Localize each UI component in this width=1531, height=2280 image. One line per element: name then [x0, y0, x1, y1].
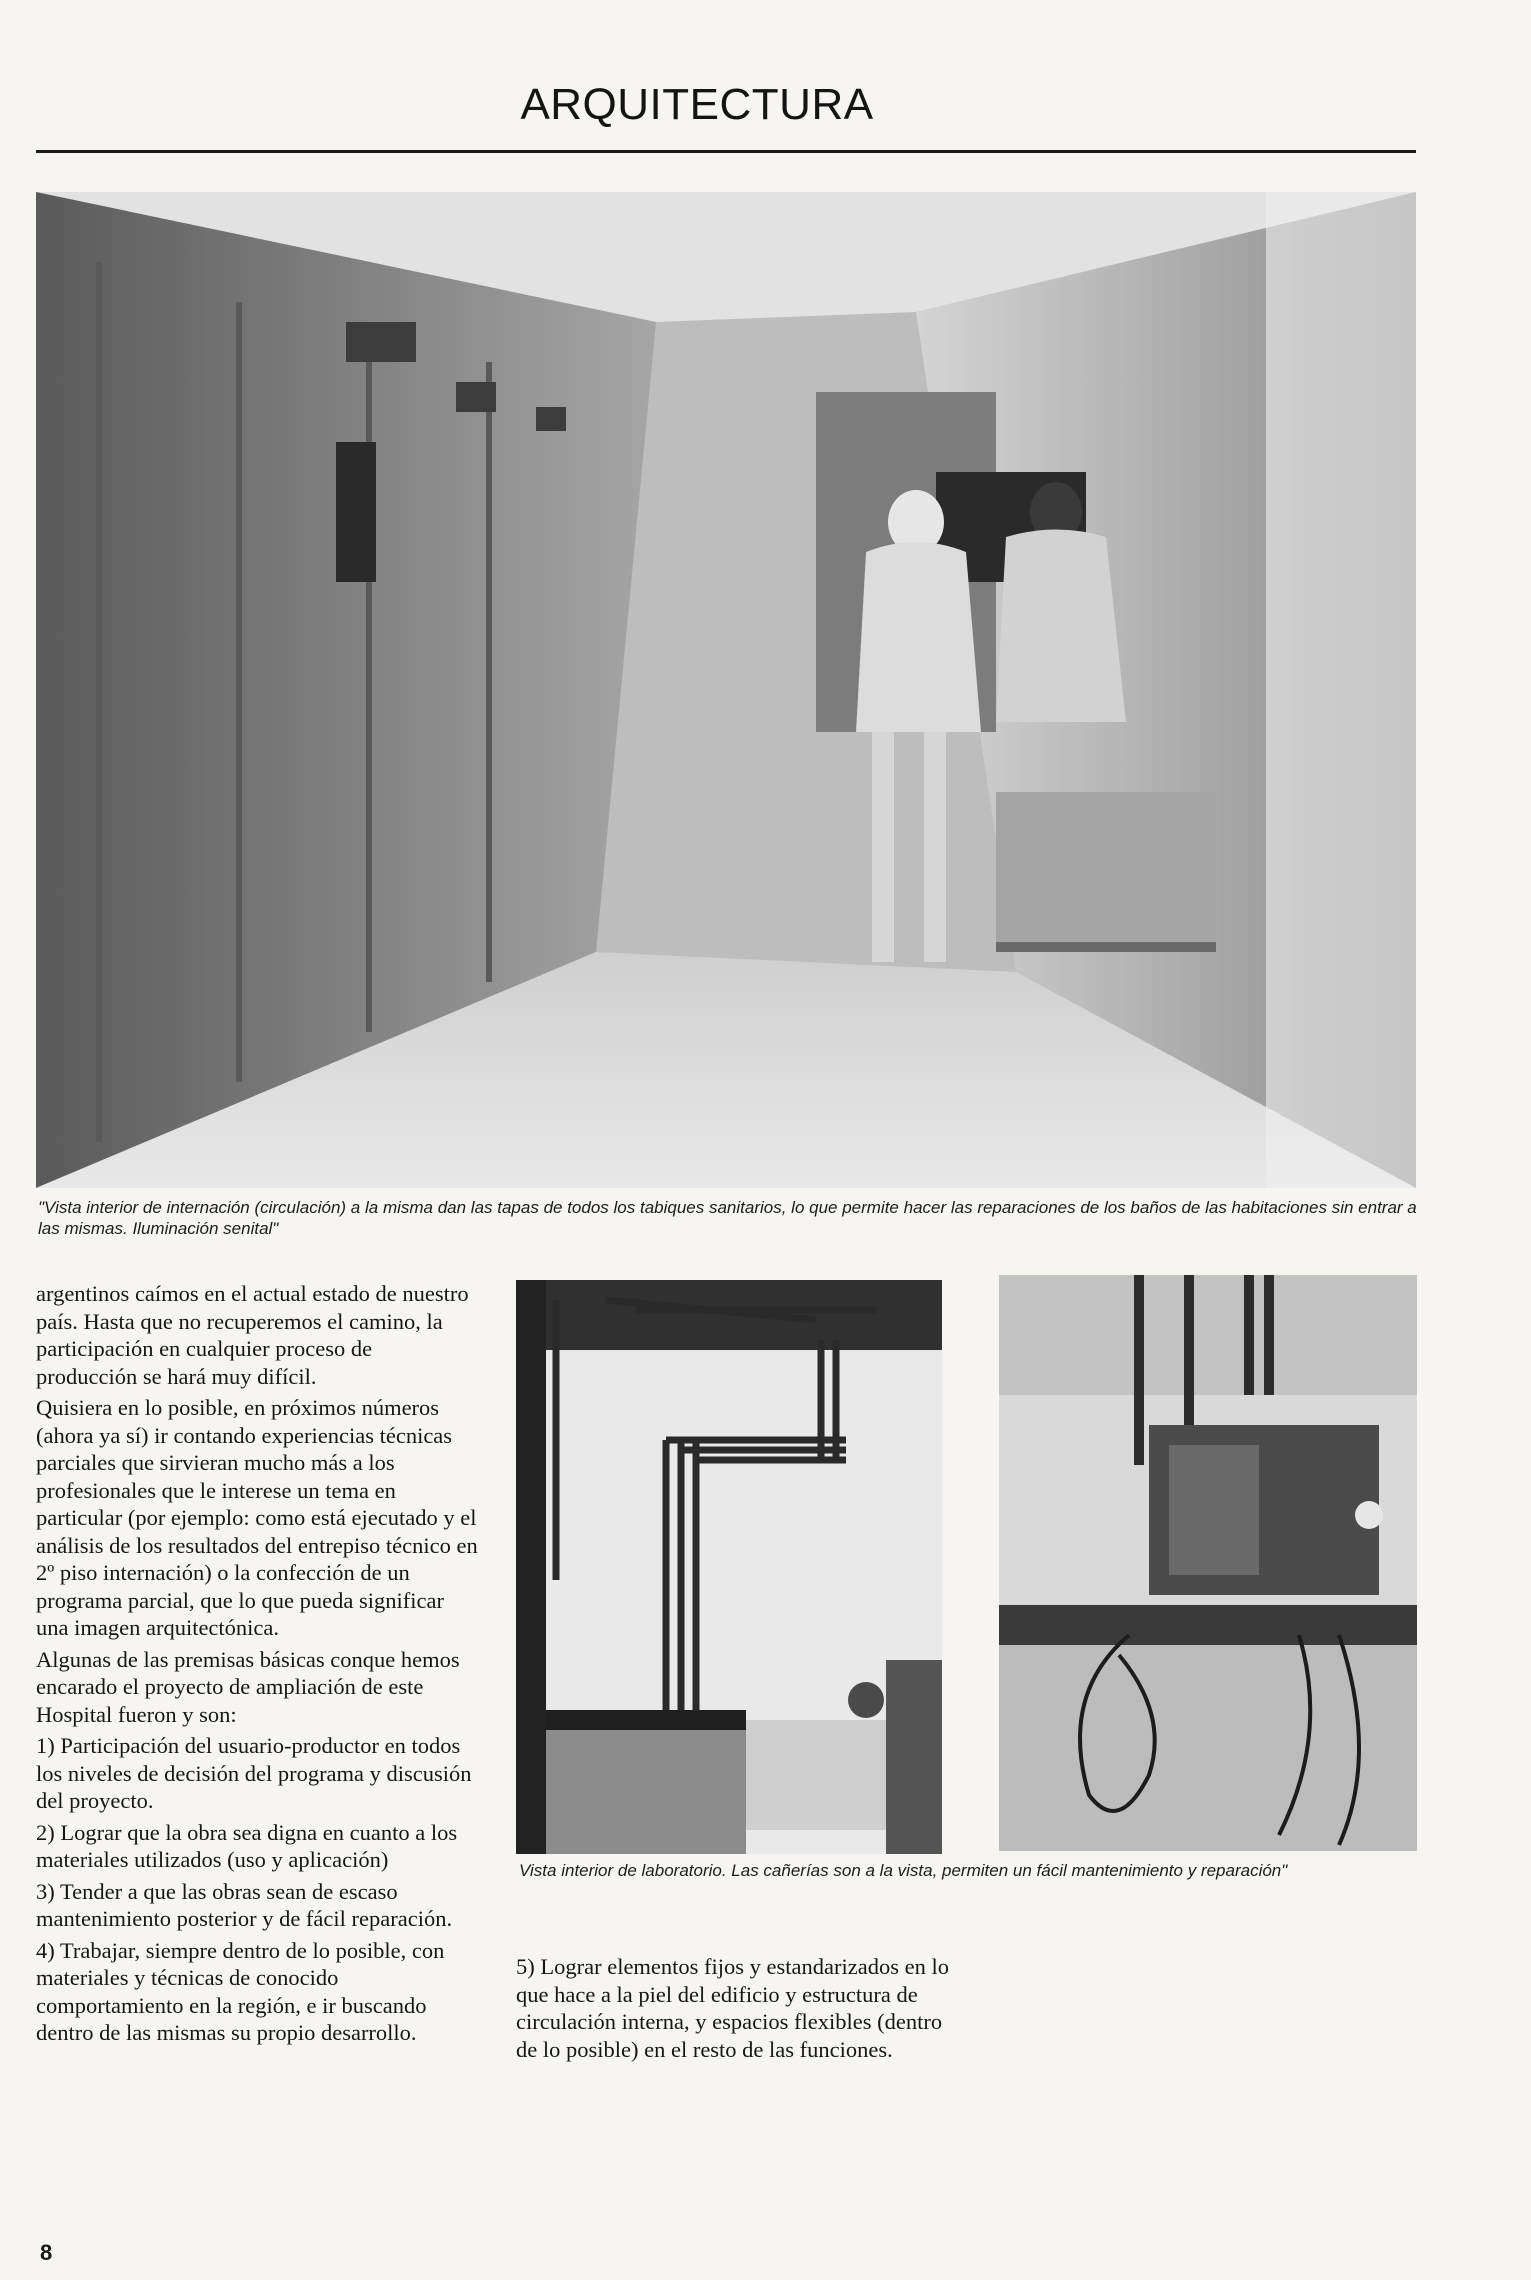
lab-photo-pipes	[516, 1280, 942, 1854]
corridor-photo	[36, 192, 1416, 1188]
body-paragraph: Algunas de las premisas básicas conque hemos encarado el proyecto de ampliación de este Hospital fueron y son:	[36, 1646, 460, 1727]
premise-item: 4) Trabajar, siempre dentro de lo posible, con materiales y técnicas de conocido comportamiento en la región, e ir buscando dentro de las mismas su propio desarrollo.	[36, 1937, 445, 2045]
premise-item: 5) Lograr elementos fijos y estandarizados en lo que hace a la piel del edificio y estructura de circulación interna, y espacios flexibles (dentro de lo posible) en el resto de las funciones.	[516, 1954, 949, 2062]
body-paragraph: argentinos caímos en el actual estado de nuestro país. Hasta que no recuperemos el camino, la participación en cualquier proceso de producción se hará muy difícil.	[36, 1281, 469, 1389]
header-rule	[36, 150, 1416, 153]
premise-item: 2) Lograr que la obra sea digna en cuanto a los materiales utilizados (uso y aplicación)	[36, 1819, 458, 1872]
body-paragraph: Quisiera en lo posible, en próximos números (ahora ya sí) ir contando experiencias técnicas parciales que sirvieran mucho más a los profesionales que le interese un tema en particular (por ejemplo: como está ejecutado y el análisis de los resultados del entrepiso técnico en 2º piso internación) o la confección de un programa parcial, que lo que pueda significar una imagen arquitectónica.	[36, 1395, 478, 1640]
corridor-photo-caption: "Vista interior de internación (circulación) a la misma dan las tapas de todos los tabiques sanitarios, lo que permite hacer las reparaciones de los baños de las habitaciones sin entrar a las mismas. Iluminación senital"	[38, 1198, 1417, 1238]
section-title: ARQUITECTURA	[520, 80, 874, 129]
premise-item: 1) Participación del usuario-productor en todos los niveles de decisión del programa y discusión del proyecto.	[36, 1733, 472, 1813]
body-text-column-middle	[516, 1953, 956, 2063]
lab-photo-equipment	[999, 1275, 1417, 1851]
lab-photo-caption: Vista interior de laboratorio. Las cañerías son a la vista, permiten un fácil mantenimiento y reparación"	[519, 1861, 1288, 1880]
page-number: 8	[40, 2240, 53, 2265]
body-text-column-left	[36, 1280, 478, 2051]
premise-item: 3) Tender a que las obras sean de escaso mantenimiento posterior y de fácil reparación.	[36, 1878, 453, 1931]
